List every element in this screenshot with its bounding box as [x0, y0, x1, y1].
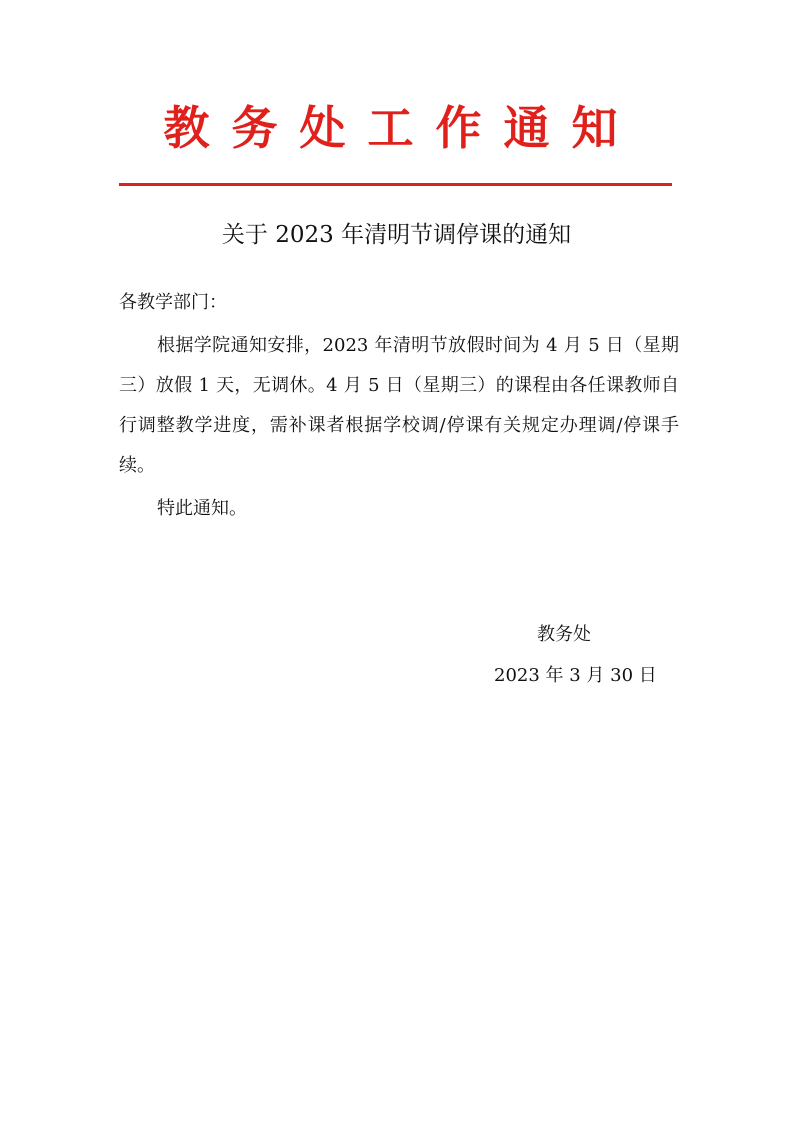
closing-line: 特此通知。	[157, 498, 247, 519]
header-divider	[119, 183, 672, 186]
notice-body: 根据学院通知安排，2023 年清明节放假时间为 4 月 5 日（星期三）放假 1 天，无调休。4 月 5 日（星期三）的课程由各任课教师自行调整教学进度，需补课者根据学校调/停课有关规定办理调/停课手续。	[119, 335, 679, 476]
notice-title: 关于 2023 年清明节调停课的通知	[221, 222, 572, 248]
issue-date: 2023 年 3 月 30 日	[494, 665, 657, 686]
signature: 教务处	[537, 624, 591, 645]
salutation: 各教学部门：	[119, 292, 227, 313]
header-title: 教务处工作通知	[163, 101, 640, 155]
